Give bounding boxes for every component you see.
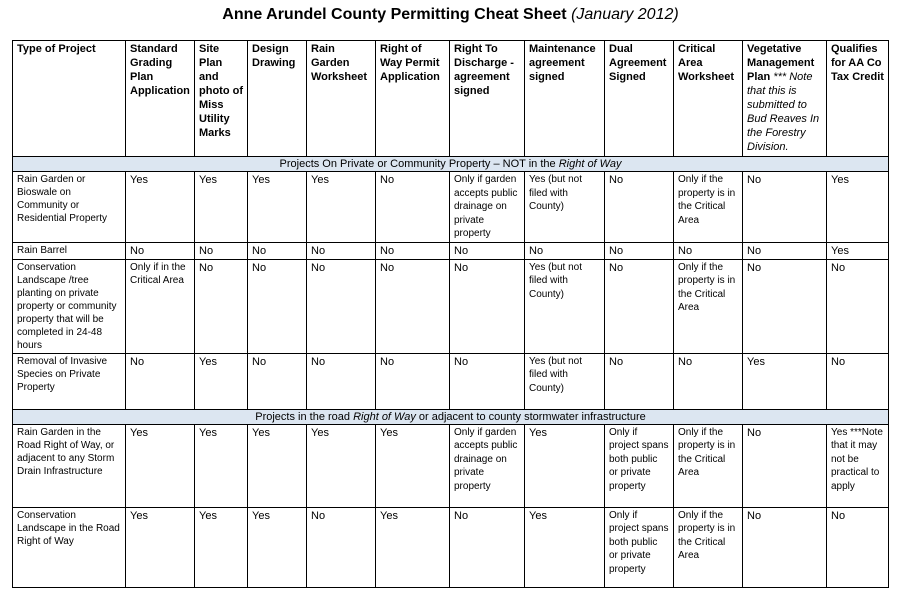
title-date: (January 2012) bbox=[571, 6, 679, 23]
table-cell: No bbox=[376, 353, 450, 409]
table-cell: Yes bbox=[827, 172, 889, 243]
table-cell: No bbox=[126, 242, 195, 259]
table-cell: No bbox=[525, 242, 605, 259]
header-maintenance-agreement: Maintenance agreement signed bbox=[525, 41, 605, 157]
section-label-part: Right of Way bbox=[353, 410, 416, 423]
table-cell: Only if in the Critical Area bbox=[126, 259, 195, 353]
table-cell: No bbox=[743, 242, 827, 259]
header-vegetative-label: Vegetative Management Plan bbox=[747, 43, 815, 83]
table-cell: No bbox=[248, 259, 307, 353]
table-cell: Only if project spans both public or private property bbox=[605, 507, 674, 587]
section-label-part: Projects in the road bbox=[255, 410, 354, 423]
table-cell: No bbox=[126, 353, 195, 409]
table-body bbox=[13, 157, 889, 588]
header-tax-credit: Qualifies for AA Co Tax Credit bbox=[827, 41, 889, 157]
section-row bbox=[13, 409, 889, 424]
table-cell: No bbox=[743, 424, 827, 507]
table-cell: No bbox=[827, 507, 889, 587]
table-cell: Only if the property is in the Critical Area bbox=[674, 259, 743, 353]
table-cell: No bbox=[450, 353, 525, 409]
table-cell: Only if the property is in the Critical Area bbox=[674, 507, 743, 587]
table-cell: No bbox=[743, 507, 827, 587]
table-cell: Only if garden accepts public drainage on private property bbox=[450, 424, 525, 507]
table-cell: Yes bbox=[525, 507, 605, 587]
header-standard-grading: Standard Grading Plan Application bbox=[126, 41, 195, 157]
header-right-to-discharge: Right To Discharge - agreement signed bbox=[450, 41, 525, 157]
page-title bbox=[0, 6, 901, 30]
section-heading bbox=[13, 409, 889, 424]
table-row bbox=[13, 353, 889, 409]
header-design-drawing: Design Drawing bbox=[248, 41, 307, 157]
section-heading bbox=[13, 157, 889, 172]
header-right-of-way-permit: Right of Way Permit Application bbox=[376, 41, 450, 157]
table-cell: No bbox=[376, 172, 450, 243]
section-label-part: Projects On Private or Community Property – NOT in the bbox=[279, 158, 559, 170]
table-cell: No bbox=[376, 242, 450, 259]
header-site-plan: Site Plan and photo of Miss Utility Marks bbox=[195, 41, 248, 157]
table-cell: Yes (but not filed with County) bbox=[525, 259, 605, 353]
table-cell: No bbox=[195, 259, 248, 353]
table-cell: Yes bbox=[827, 242, 889, 259]
table-cell: Yes ***Note that it may not be practical to apply bbox=[827, 424, 889, 507]
table-cell: No bbox=[743, 172, 827, 243]
table-cell: Yes bbox=[307, 172, 376, 243]
project-type-cell: Conservation Landscape in the Road Right of Way bbox=[13, 507, 126, 587]
table-cell: No bbox=[605, 353, 674, 409]
header-vegetative-note: *** Note that this is submitted to Bud Reaves In the Forestry Division. bbox=[747, 71, 820, 153]
table-cell: No bbox=[376, 259, 450, 353]
table-cell: No bbox=[674, 242, 743, 259]
table-cell: Yes bbox=[743, 353, 827, 409]
header-row bbox=[13, 41, 889, 157]
table-cell: Yes bbox=[195, 507, 248, 587]
table-cell: Yes bbox=[307, 424, 376, 507]
table-row bbox=[13, 507, 889, 587]
table-cell: No bbox=[307, 242, 376, 259]
section-row bbox=[13, 157, 889, 172]
table-cell: No bbox=[248, 242, 307, 259]
table-cell: No bbox=[827, 259, 889, 353]
table-row bbox=[13, 172, 889, 243]
table-cell: No bbox=[743, 259, 827, 353]
table-cell: Yes bbox=[248, 424, 307, 507]
table-cell: No bbox=[248, 353, 307, 409]
project-type-cell: Conservation Landscape /tree planting on private property or community property that will be completed in 24-48 hours bbox=[13, 259, 126, 353]
table-cell: No bbox=[450, 259, 525, 353]
table-cell: Only if the property is in the Critical Area bbox=[674, 172, 743, 243]
table-cell: Yes bbox=[248, 172, 307, 243]
project-type-cell: Rain Garden in the Road Right of Way, or adjacent to any Storm Drain Infrastructure bbox=[13, 424, 126, 507]
table-cell: Yes (but not filed with County) bbox=[525, 353, 605, 409]
table-cell: Only if the property is in the Critical Area bbox=[674, 424, 743, 507]
table-cell: No bbox=[450, 507, 525, 587]
section-label-part: or adjacent to county stormwater infrastructure bbox=[415, 410, 646, 423]
header-vegetative-management bbox=[743, 41, 827, 157]
table-cell: Yes bbox=[126, 424, 195, 507]
table-row bbox=[13, 242, 889, 259]
table-cell: No bbox=[450, 242, 525, 259]
header-rain-garden-worksheet: Rain Garden Worksheet bbox=[307, 41, 376, 157]
table-cell: No bbox=[674, 353, 743, 409]
project-type-cell: Removal of Invasive Species on Private Property bbox=[13, 353, 126, 409]
table-cell: Yes bbox=[195, 172, 248, 243]
permit-table bbox=[12, 40, 889, 588]
table-cell: No bbox=[307, 353, 376, 409]
title-main: Anne Arundel County Permitting Cheat Sheet bbox=[222, 6, 567, 23]
table-cell: No bbox=[605, 259, 674, 353]
header-critical-area-worksheet: Critical Area Worksheet bbox=[674, 41, 743, 157]
table-row bbox=[13, 424, 889, 507]
project-type-cell: Rain Barrel bbox=[13, 242, 126, 259]
table-cell: Yes (but not filed with County) bbox=[525, 172, 605, 243]
table-cell: No bbox=[605, 172, 674, 243]
project-type-cell: Rain Garden or Bioswale on Community or Residential Property bbox=[13, 172, 126, 243]
section-label-part: Right of Way bbox=[558, 158, 622, 170]
header-type-of-project: Type of Project bbox=[13, 41, 126, 157]
table-cell: Yes bbox=[126, 507, 195, 587]
table-cell: Only if project spans both public or private property bbox=[605, 424, 674, 507]
table-cell: No bbox=[307, 259, 376, 353]
table-cell: No bbox=[827, 353, 889, 409]
table-cell: Only if garden accepts public drainage on private property bbox=[450, 172, 525, 243]
table-cell: No bbox=[195, 242, 248, 259]
table-row bbox=[13, 259, 889, 353]
table-cell: Yes bbox=[195, 353, 248, 409]
table-cell: No bbox=[307, 507, 376, 587]
table-cell: Yes bbox=[126, 172, 195, 243]
table-cell: Yes bbox=[525, 424, 605, 507]
table-cell: Yes bbox=[195, 424, 248, 507]
table-cell: Yes bbox=[376, 507, 450, 587]
header-dual-agreement: Dual Agreement Signed bbox=[605, 41, 674, 157]
table-cell: Yes bbox=[376, 424, 450, 507]
table-cell: Yes bbox=[248, 507, 307, 587]
table-cell: No bbox=[605, 242, 674, 259]
